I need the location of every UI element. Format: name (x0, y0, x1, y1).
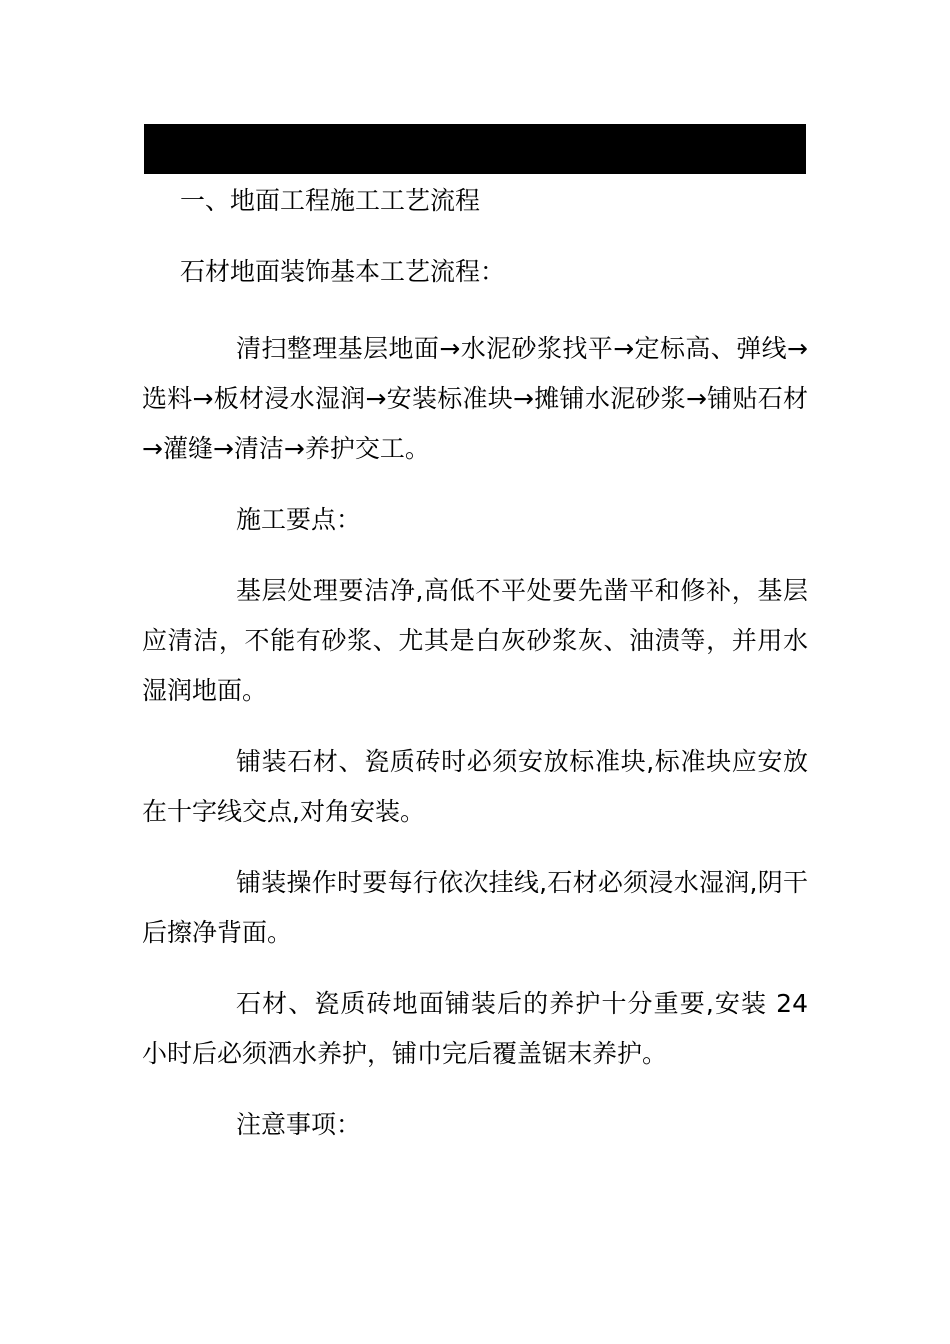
subsection-title: 石材地面装饰基本工艺流程： (180, 257, 506, 286)
header-bar (144, 124, 806, 174)
process-flow-paragraph: 清扫整理基层地面→水泥砂浆找平→定标高、弹线→选料→板材浸水湿润→安装标准块→摊铺水泥砂浆→铺贴石材→灌缝→清洁→养护交工。 (142, 334, 808, 463)
section-title: 一、地面工程施工工艺流程 (180, 186, 481, 215)
key-point-paragraph: 石材、瓷质砖地面铺装后的养护十分重要,安装 24 小时后必须洒水养护，铺巾完后覆盖锯末养护。 (142, 989, 808, 1068)
document-body (142, 180, 808, 1150)
key-point-paragraph: 铺装操作时要每行依次挂线,石材必须浸水湿润,阴干后擦净背面。 (142, 868, 808, 947)
key-points-heading: 施工要点： (236, 505, 362, 534)
key-point-paragraph: 基层处理要洁净,高低不平处要先凿平和修补，基层应清洁，不能有砂浆、尤其是白灰砂浆灰、油渍等，并用水湿润地面。 (142, 576, 808, 705)
key-point-paragraph: 铺装石材、瓷质砖时必须安放标准块,标准块应安放在十字线交点,对角安装。 (142, 747, 808, 826)
notes-heading: 注意事项： (236, 1110, 362, 1139)
